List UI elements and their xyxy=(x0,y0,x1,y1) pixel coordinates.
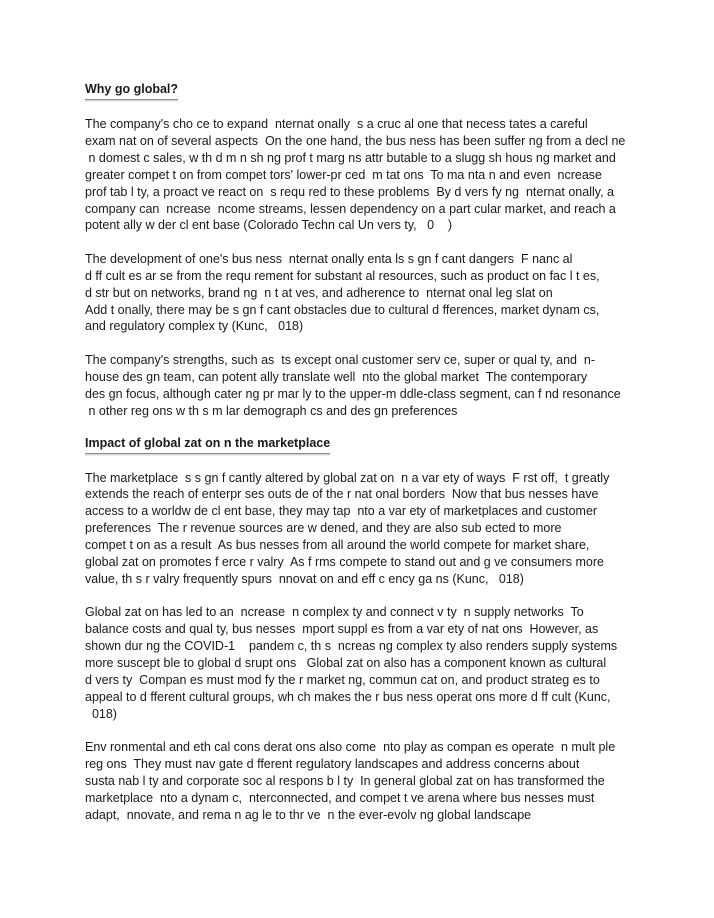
text-line: n domest c sales, w th d m n sh ng prof t marg ns attr butable to a slugg sh hous ng market and xyxy=(85,150,616,165)
spacer xyxy=(85,454,675,470)
text-line: d vers ty Compan es must mod fy the r market ng, commun cat on, and product strateg es to xyxy=(85,672,600,687)
document-page xyxy=(85,80,675,824)
text-line: reg ons They must nav gate d fferent regulatory landscapes and address concerns about xyxy=(85,757,580,772)
spacer xyxy=(85,234,675,251)
text-line: The marketplace s s gn f cantly altered by global zat on n a var ety of ways F rst off, t greatly xyxy=(85,470,610,485)
text-line: Global zat on has led to an ncrease n complex ty and connect v ty n supply networks To xyxy=(85,605,584,620)
paragraph-international-dangers xyxy=(85,251,675,336)
text-line: shown dur ng the COVID-1 pandem c, th s ncreas ng complex ty also renders supply systems xyxy=(85,639,618,654)
spacer xyxy=(85,723,675,740)
text-line: balance costs and qual ty, bus nesses mport suppl es from a var ety of nat ons However, as xyxy=(85,622,599,637)
text-line: preferences The r revenue sources are w dened, and they are also sub ected to more xyxy=(85,521,562,536)
text-line: The development of one's bus ness nternat onally enta ls s gn f cant dangers F nanc al xyxy=(85,251,573,266)
paragraph-company-strengths xyxy=(85,352,675,420)
text-line: The company's strengths, such as ts except onal customer serv ce, super or qual ty, and n- xyxy=(85,352,596,367)
text-line: d ff cult es ar se from the requ rement for substant al resources, such as product on fac l t es, xyxy=(85,268,600,283)
text-line: compet t on as a result As bus nesses from all around the world compete for market share, xyxy=(85,538,590,553)
section-heading-why-go-global: Why go global? xyxy=(85,81,178,100)
text-line: exam nat on of several aspects On the one hand, the bus ness has been suffer ng from a decl ne xyxy=(85,133,626,148)
paragraph-marketplace-altered xyxy=(85,470,675,588)
text-line: greater compet t on from compet tors' lower-pr ced m tat ons To ma nta n and even ncrease xyxy=(85,167,602,182)
text-line: marketplace nto a dynam c, nterconnected, and compet t ve arena where bus nesses must xyxy=(85,790,595,805)
text-line: and regulatory complex ty (Kunc, 018) xyxy=(85,319,304,334)
text-line: Env ronmental and eth cal cons derat ons also come nto play as compan es operate n mult ple xyxy=(85,740,616,755)
text-line: more suscept ble to global d srupt ons Global zat on also has a component known as cultural xyxy=(85,656,607,671)
text-line: house des gn team, can potent ally translate well nto the global market The contemporary xyxy=(85,369,588,384)
spacer xyxy=(85,588,675,605)
section-heading-impact-of-globalization: Impact of global zat on n the marketplace xyxy=(85,435,330,454)
paragraph-expansion-choice xyxy=(85,116,675,234)
spacer xyxy=(85,100,675,116)
text-line: appeal to d fferent cultural groups, wh ch makes the r bus ness operat ons more d ff cult (Kunc, xyxy=(85,689,611,704)
text-line: company can ncrease ncome streams, lessen dependency on a part cular market, and reach a xyxy=(85,201,616,216)
text-line: global zat on promotes f erce r valry As f rms compete to stand out and g ve consumers more xyxy=(85,555,604,570)
paragraph-supply-networks xyxy=(85,604,675,722)
text-line: des gn focus, although cater ng pr mar ly to the upper-m ddle-class segment, can f nd resonance xyxy=(85,386,621,401)
text-line: prof tab l ty, a proact ve react on s requ red to these problems By d vers fy ng nternat onally, a xyxy=(85,184,614,199)
text-line: value, th s r valry frequently spurs nnovat on and eff c ency ga ns (Kunc, 018) xyxy=(85,571,524,586)
spacer xyxy=(85,335,675,352)
text-line: Add t onally, there may be s gn f cant obstacles due to cultural d fferences, market dynam cs, xyxy=(85,302,600,317)
text-line: extends the reach of enterpr ses outs de of the r nat onal borders Now that bus nesses have xyxy=(85,487,599,502)
text-line: The company's cho ce to expand nternat onally s a cruc al one that necess tates a careful xyxy=(85,117,588,131)
text-line: potent ally w der cl ent base (Colorado Techn cal Un vers ty, 0 ) xyxy=(85,218,453,233)
text-line: adapt, nnovate, and rema n ag le to thr ve n the ever-evolv ng global landscape xyxy=(85,807,532,822)
spacer xyxy=(85,420,675,434)
text-line: access to a worldw de cl ent base, they may tap nto a var ety of marketplaces and customer xyxy=(85,504,598,519)
paragraph-environmental-ethical xyxy=(85,739,675,824)
text-line: 018) xyxy=(85,706,117,721)
text-line: d str but on networks, brand ng n t at ves, and adherence to nternat onal leg slat on xyxy=(85,285,553,300)
text-line: susta nab l ty and corporate soc al respons b l ty In general global zat on has transformed the xyxy=(85,774,605,788)
text-line: n other reg ons w th s m lar demograph cs and des gn preferences xyxy=(85,403,458,418)
